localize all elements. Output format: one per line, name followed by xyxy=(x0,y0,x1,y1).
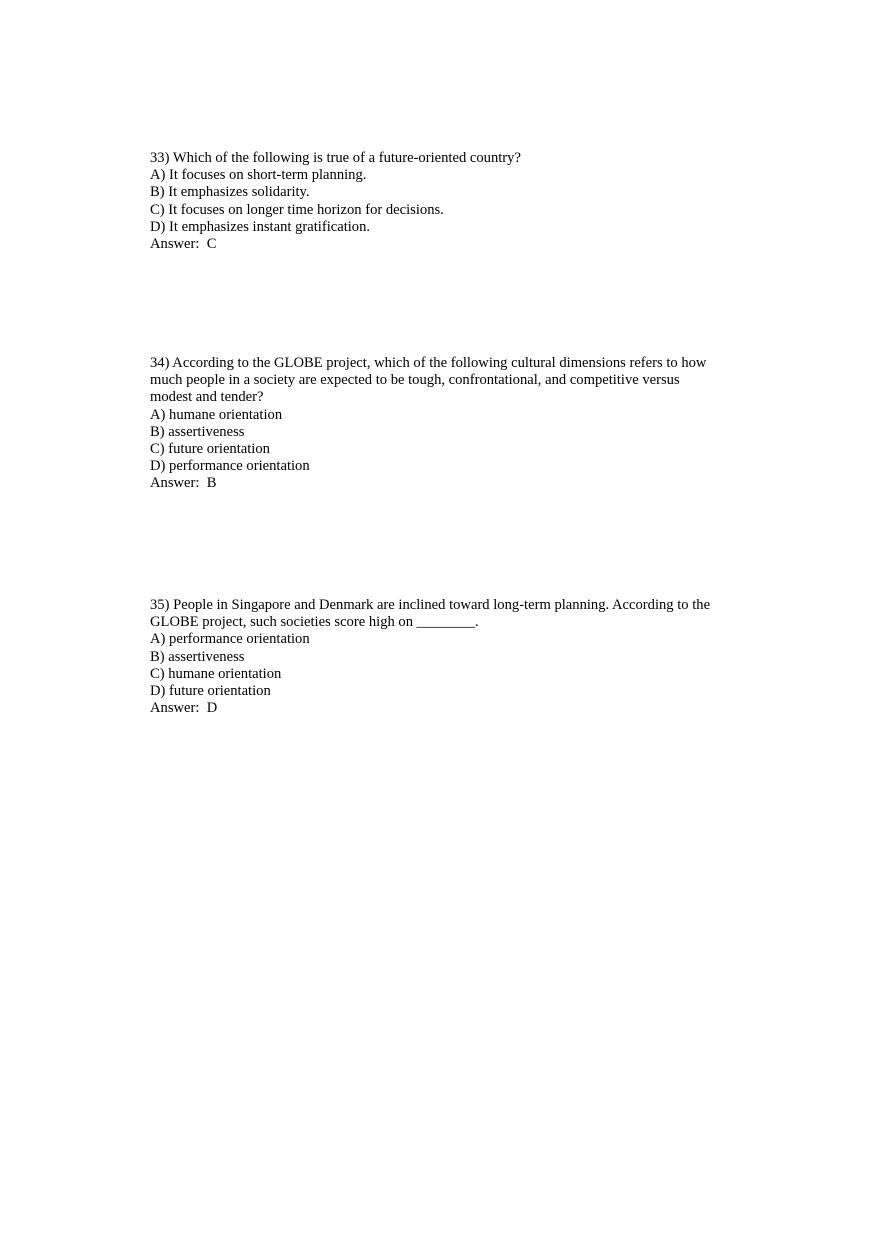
option-c: C) humane orientation xyxy=(150,665,282,682)
option-d: D) performance orientation xyxy=(150,458,310,475)
option-d: D) future orientation xyxy=(150,683,271,700)
answer-line: Answer: B xyxy=(150,475,217,492)
answer-line: Answer: C xyxy=(150,236,217,253)
option-c: C) future orientation xyxy=(150,441,270,458)
question-stem: 33) Which of the following is true of a future-oriented country? xyxy=(150,150,521,166)
question-stem-line-1: 35) People in Singapore and Denmark are inclined toward long-term planning. According to the xyxy=(150,597,711,613)
question-stem-line-1: 34) According to the GLOBE project, which of the following cultural dimensions refers to how xyxy=(150,355,707,371)
option-b: B) assertiveness xyxy=(150,648,245,665)
option-a: A) performance orientation xyxy=(150,631,310,648)
option-b: B) assertiveness xyxy=(150,423,245,440)
option-d: D) It emphasizes instant gratification. xyxy=(150,218,371,235)
option-b: B) It emphasizes solidarity. xyxy=(150,184,310,201)
question-34 xyxy=(150,355,750,493)
question-stem-line-2: much people in a society are expected to be tough, confrontational, and competitive versus xyxy=(150,372,680,389)
question-stem-line-3: modest and tender? xyxy=(150,389,264,406)
question-33 xyxy=(150,150,750,253)
option-c: C) It focuses on longer time horizon for decisions. xyxy=(150,201,444,218)
answer-line: Answer: D xyxy=(150,700,218,717)
question-stem-line-2: GLOBE project, such societies score high on ________. xyxy=(150,614,479,631)
option-a: A) It focuses on short-term planning. xyxy=(150,167,367,184)
question-35 xyxy=(150,597,750,717)
option-a: A) humane orientation xyxy=(150,406,283,423)
